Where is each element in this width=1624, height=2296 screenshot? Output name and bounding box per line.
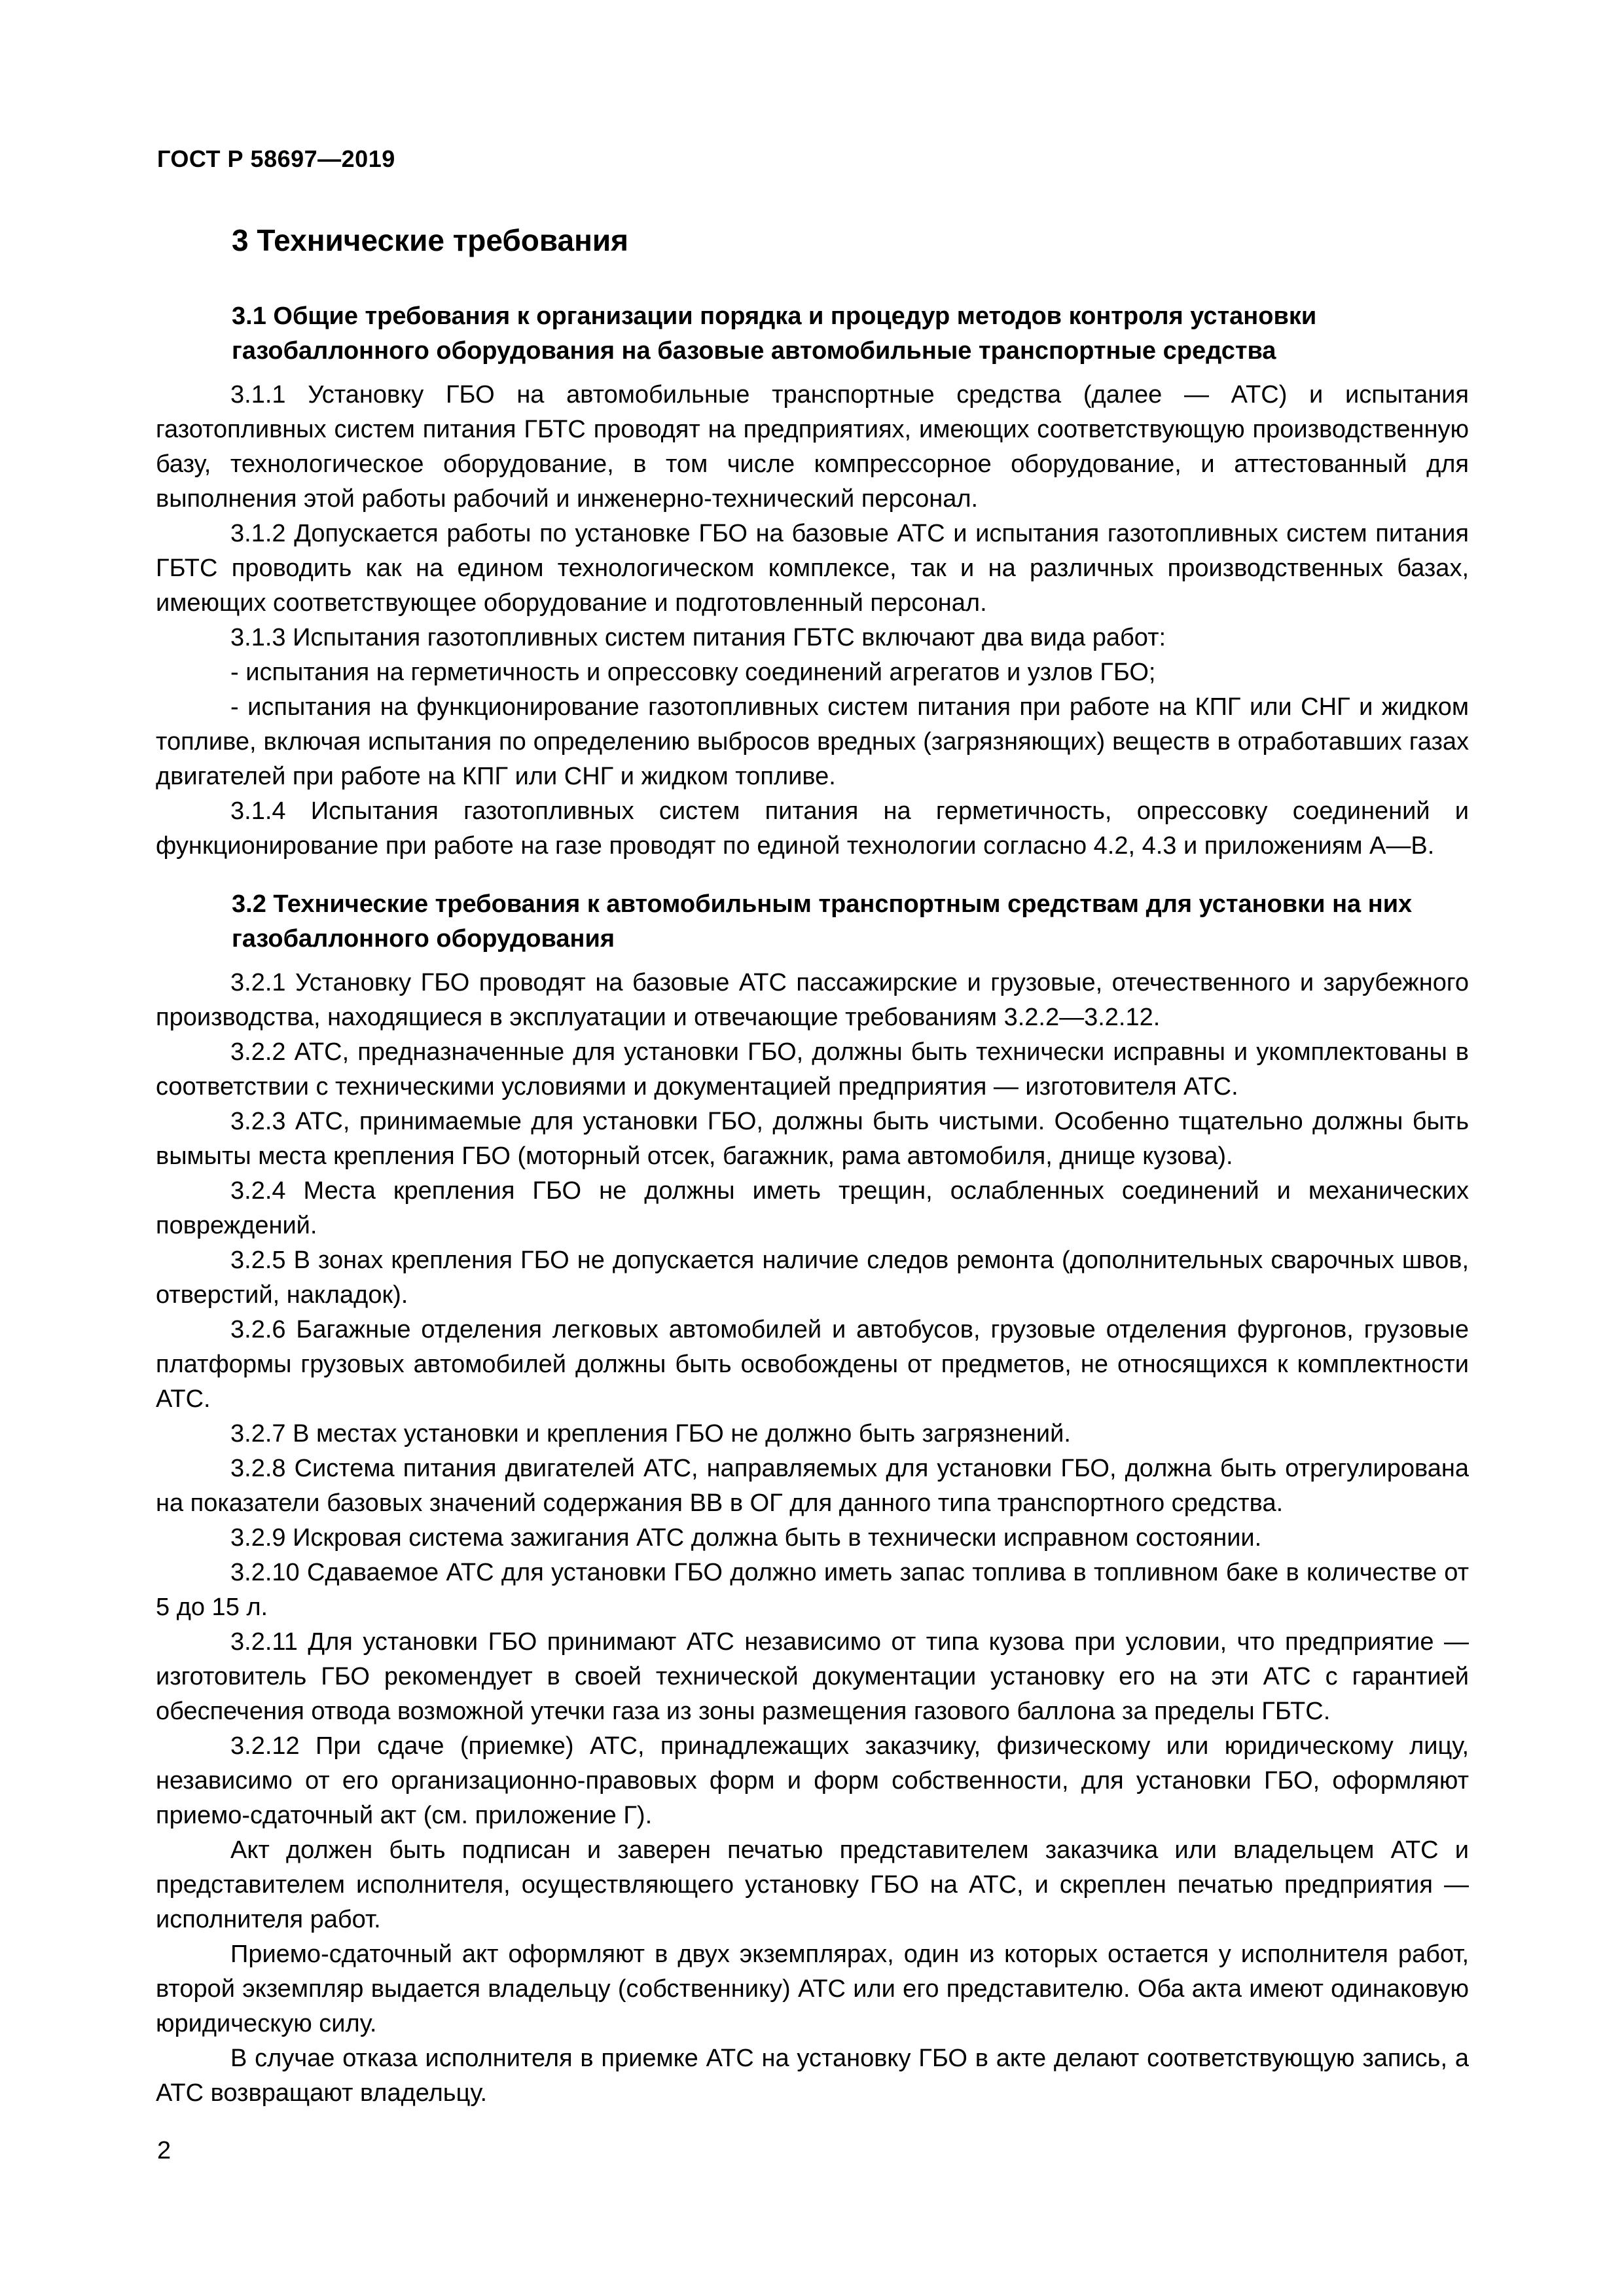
paragraph-act-copies: Приемо-сдаточный акт оформляют в двух экземплярах, один из которых остается у исполнителя работ, второй экземпляр выдается владельцу (собственнику) АТС или его представителю. Оба акта имеют одинаковую юридическую силу. bbox=[156, 1941, 1469, 2038]
paragraph-3-2-11: 3.2.11 Для установки ГБО принимают АТС независимо от типа кузова при условии, что предприятие — изготовитель ГБО рекомендует в своей технической документации установку его на эти АТС с гарантией обеспечения отвода возможной утечки газа из зоны размещения газового баллона за пределы ГБТС. bbox=[156, 1628, 1469, 1726]
paragraph-3-2-5: 3.2.5 В зонах крепления ГБО не допускается наличие следов ремонта (дополнительных сварочных швов, отверстий, накладок). bbox=[156, 1247, 1469, 1309]
paragraph-3-1-2: 3.1.2 Допускается работы по установке ГБО на базовые АТС и испытания газотопливных систем питания ГБТС проводить как на едином технологическом комплексе, так и на различных производственных базах, имеющих соответствующее оборудование и подготовленный персонал. bbox=[156, 520, 1469, 617]
paragraph-3-2-2: 3.2.2 АТС, предназначенные для установки ГБО, должны быть технически исправны и укомплектованы в соответствии с техническими условиями и документацией предприятия — изготовителя АТС. bbox=[156, 1038, 1469, 1101]
subsection-body-3-2 bbox=[156, 966, 1469, 2111]
list-item: - испытания на герметичность и опрессовку соединений агрегатов и узлов ГБО; bbox=[230, 659, 1156, 687]
paragraph-3-2-9: 3.2.9 Искровая система зажигания АТС должна быть в технически исправном состоянии. bbox=[230, 1524, 1262, 1552]
paragraph-3-2-1: 3.2.1 Установку ГБО проводят на базовые АТС пассажирские и грузовые, отечественного и зарубежного производства, находящиеся в эксплуатации и отвечающие требованиям 3.2.2—3.2.12. bbox=[156, 969, 1469, 1032]
page-number: 2 bbox=[157, 2137, 171, 2164]
subsection-title-3-2: 3.2 Технические требования к автомобильным транспортным средствам для установки на них газобаллонного оборудования bbox=[232, 890, 1413, 953]
paragraph-3-1-1: 3.1.1 Установку ГБО на автомобильные транспортные средства (далее — АТС) и испытания газотопливных систем питания ГБТС проводят на предприятиях, имеющих соответствующую производственную базу, технологическое оборудование, в том числе компрессорное оборудование, и аттестованный для выполнения этой работы рабочий и инженерно-технический персонал. bbox=[156, 381, 1469, 513]
paragraph-3-2-7: 3.2.7 В местах установки и крепления ГБО не должно быть загрязнений. bbox=[230, 1420, 1071, 1448]
list-item: - испытания на функционирование газотопливных систем питания при работе на КПГ или СНГ и жидком топливе, включая испытания по определению выбросов вредных (загрязняющих) веществ в отработавших газах двигателей при работе на КПГ или СНГ и жидком топливе. bbox=[156, 693, 1469, 791]
section-title: 3 Технические требования bbox=[232, 223, 628, 257]
subsection-body-3-1 bbox=[156, 378, 1469, 864]
paragraph-3-2-12: 3.2.12 При сдаче (приемке) АТС, принадлежащих заказчику, физическому или юридическому лицу, независимо от его организационно-правовых форм и форм собственности, для установки ГБО, оформляют приемо-сдаточный акт (см. приложение Г). bbox=[156, 1732, 1469, 1830]
paragraph-3-2-3: 3.2.3 АТС, принимаемые для установки ГБО, должны быть чистыми. Особенно тщательно должны быть вымыты места крепления ГБО (моторный отсек, багажник, рама автомобиля, днище кузова). bbox=[156, 1108, 1469, 1171]
paragraph-3-2-6: 3.2.6 Багажные отделения легковых автомобилей и автобусов, грузовые отделения фургонов, грузовые платформы грузовых автомобилей должны быть освобождены от предметов, не относящихся к комплектности АТС. bbox=[156, 1316, 1469, 1413]
subsection-title-3-1: 3.1 Общие требования к организации порядка и процедур методов контроля установки газобаллонного оборудования на базовые автомобильные транспортные средства bbox=[232, 302, 1317, 365]
paragraph-3-2-4: 3.2.4 Места крепления ГБО не должны иметь трещин, ослабленных соединений и механических повреждений. bbox=[156, 1177, 1469, 1240]
paragraph-act-refusal: В случае отказа исполнителя в приемке АТС на установку ГБО в акте делают соответствующую запись, а АТС возвращают владельцу. bbox=[156, 2045, 1469, 2107]
paragraph-3-2-10: 3.2.10 Сдаваемое АТС для установки ГБО должно иметь запас топлива в топливном баке в количестве от 5 до 15 л. bbox=[156, 1559, 1469, 1622]
paragraph-3-1-4: 3.1.4 Испытания газотопливных систем питания на герметичность, опрессовку соединений и функционирование при работе на газе проводят по единой технологии согласно 4.2, 4.3 и приложениям А—В. bbox=[156, 797, 1469, 860]
running-head: ГОСТ Р 58697—2019 bbox=[157, 145, 395, 172]
paragraph-3-2-8: 3.2.8 Система питания двигателей АТС, направляемых для установки ГБО, должна быть отрегулирована на показатели базовых значений содержания ВВ в ОГ для данного типа транспортного средства. bbox=[156, 1455, 1469, 1518]
paragraph-3-1-3: 3.1.3 Испытания газотопливных систем питания ГБТС включают два вида работ: bbox=[230, 624, 1166, 652]
paragraph-act-signature: Акт должен быть подписан и заверен печатью представителем заказчика или владельцем АТС и представителем исполнителя, осуществляющего установку ГБО на АТС, и скреплен печатью предприятия — исполнителя работ. bbox=[156, 1836, 1469, 1934]
page-content bbox=[156, 223, 1469, 2111]
